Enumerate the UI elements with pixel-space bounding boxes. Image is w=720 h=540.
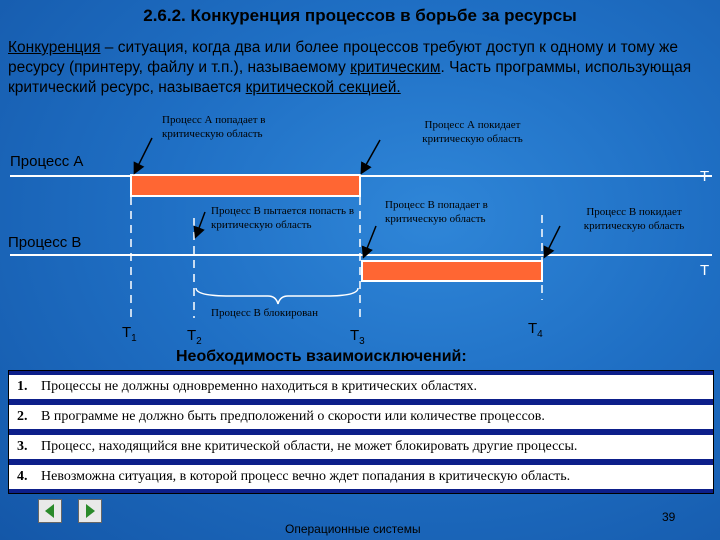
t3-label: $T_3$ (350, 327, 365, 347)
triangle-right-icon (79, 500, 101, 522)
t1-label: $T_1$ (122, 324, 137, 344)
prev-slide-button[interactable] (38, 499, 62, 523)
rule-item: 3. Процесс, находящийся вне критической области, не может блокировать другие процессы. (9, 435, 713, 459)
mutex-title: Необходимость взаимоисключений: (176, 348, 467, 365)
term-critical: критическим (350, 59, 441, 76)
process-b-label: Процесс В (8, 234, 82, 251)
term-critical-section: критической секцией. (245, 79, 401, 96)
axis-a-t-label: T (700, 168, 710, 185)
arrow-a-leaves (362, 140, 380, 172)
intro-text-2: . Часть программы, использующая критический ресурс, называется (8, 59, 692, 96)
triangle-left-icon (39, 500, 61, 522)
rule-item: 2. В программе не должно быть предположений о скорости или количестве процессов. (9, 405, 713, 429)
arrow-b-enters (364, 226, 376, 256)
note-a-enters: Процесс А попадает в критическую область (162, 114, 266, 140)
note-b-tries: Процесс В пытается попасть в критическую область (211, 205, 355, 231)
note-b-leaves: Процесс В покидает критическую область (583, 206, 685, 232)
axis-b-t-label: T (700, 262, 710, 279)
process-a-critical-bar (131, 175, 360, 196)
mutex-rules-box (8, 370, 714, 494)
arrow-a-enters (135, 138, 152, 172)
next-slide-button[interactable] (78, 499, 102, 523)
term-competition: Конкуренция (8, 39, 101, 56)
arrow-b-tries (196, 212, 205, 236)
process-a-label: Процесс А (10, 153, 84, 170)
rule-item: 1. Процессы не должны одновременно находиться в критических областях. (9, 375, 713, 399)
rule-item: 4. Невозможна ситуация, в которой процесс вечно ждет попадания в критическую область. (9, 465, 713, 489)
intro-text-1: – ситуация, когда два или более процессов требуют доступ к одному и тому же ресурсу (принтеру, файлу и т.п.), называемому (8, 39, 679, 76)
process-b-critical-bar (362, 261, 542, 281)
note-b-enters: Процесс В попадает в критическую область (385, 199, 488, 225)
arrow-b-leaves (545, 226, 560, 256)
blocked-brace (196, 288, 358, 304)
footer-course: Операционные системы (285, 522, 421, 536)
t2-label: $T_2$ (187, 327, 202, 347)
slide-title: 2.6.2. Конкуренция процессов в борьбе за ресурсы (143, 6, 577, 25)
note-b-blocked: Процесс В блокирован (211, 307, 318, 319)
page-number: 39 (662, 510, 676, 524)
note-a-leaves: Процесс А покидает критическую область (422, 119, 523, 145)
t4-label: $T_4$ (528, 320, 543, 340)
